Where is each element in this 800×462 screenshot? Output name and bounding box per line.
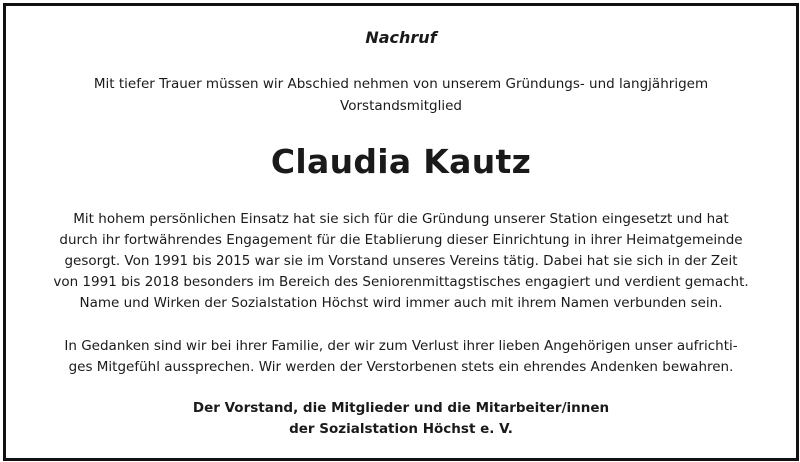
obituary-signature: [6, 398, 796, 440]
obituary-closing: [31, 336, 771, 378]
body-line: von 1991 bis 2018 besonders im Bereich des Seniorenmittagstisches engagiert und verdient gemacht.: [53, 274, 749, 290]
closing-line: ges Mitgefühl aussprechen. Wir werden der Verstorbenen stets ein ehrendes Andenken bewahren.: [68, 359, 734, 375]
body-line: Mit hohem persönlichen Einsatz hat sie sich für die Gründung unserer Station eingesetzt und hat: [73, 211, 729, 227]
body-line: gesorgt. Von 1991 bis 2015 war sie im Vorstand unseres Vereins tätig. Dabei hat sie sich in der Zeit: [64, 253, 738, 269]
body-line: durch ihr fortwährendes Engagement für die Etablierung dieser Einrichtung in ihrer Heimatgemeinde: [59, 232, 743, 248]
deceased-name: Claudia Kautz: [270, 142, 532, 181]
signature-line: Der Vorstand, die Mitglieder und die Mitarbeiter/innen: [192, 400, 610, 416]
obituary-heading: Nachruf: [365, 28, 437, 47]
obituary-intro: Mit tiefer Trauer müssen wir Abschied nehmen von unserem Gründungs- und langjährigem Vorstandsmitglied: [93, 76, 709, 114]
obituary-content: [6, 6, 796, 458]
signature-line: der Sozialstation Höchst e. V.: [289, 421, 513, 437]
obituary-body: [31, 209, 771, 314]
obituary-frame: [3, 3, 799, 461]
closing-line: In Gedanken sind wir bei ihrer Familie, der wir zum Verlust ihrer lieben Angehörigen unser aufrichti-: [64, 338, 738, 354]
body-line: Name und Wirken der Sozialstation Höchst wird immer auch mit ihrem Namen verbunden sein.: [79, 295, 723, 311]
